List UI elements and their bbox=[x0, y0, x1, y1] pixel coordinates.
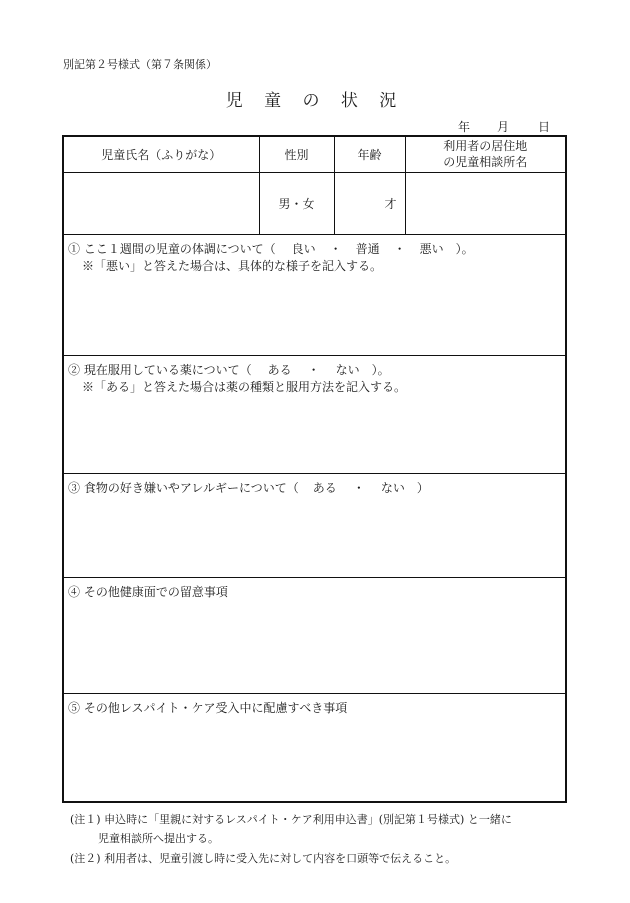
q2-close: ）。 bbox=[371, 363, 390, 377]
medication-question bbox=[68, 361, 390, 378]
q1-option-normal: 普通 bbox=[355, 242, 380, 256]
residence-label-line1: 利用者の居住地 bbox=[443, 139, 528, 154]
health-condition-section[interactable] bbox=[64, 234, 565, 355]
q1-sep2: ・ bbox=[393, 242, 406, 256]
page-title: 児 童 の 状 況 bbox=[225, 91, 405, 111]
health-notes-question: ④ その他健康面での留意事項 bbox=[68, 585, 228, 599]
footnote-2: (注２) 利用者は、児童引渡し時に受入先に対して内容を口頭等で伝えること。 bbox=[70, 852, 457, 865]
q3-option-yes: ある bbox=[312, 481, 337, 495]
q1-text: ① ここ１週間の児童の体調について（ bbox=[68, 242, 276, 256]
footnote-1-line1: (注１) 申込時に「里親に対するレスパイト・ケア利用申込書」(別記第１号様式) と一緒に bbox=[70, 813, 512, 826]
q3-text: ③ 食物の好き嫌いやアレルギーについて（ bbox=[68, 481, 299, 495]
medication-section[interactable] bbox=[64, 355, 565, 473]
form-number: 別記第２号様式（第７条関係） bbox=[63, 58, 217, 71]
q1-sep1: ・ bbox=[329, 242, 342, 256]
gender-label: 性別 bbox=[259, 137, 334, 172]
health-notes-section[interactable] bbox=[64, 577, 565, 693]
residence-label bbox=[405, 137, 565, 172]
q2-sep1: ・ bbox=[307, 363, 320, 377]
respite-care-notes-question: ⑤ その他レスパイト・ケア受入中に配慮すべき事項 bbox=[68, 701, 348, 715]
q2-text: ② 現在服用している薬について（ bbox=[68, 363, 252, 377]
health-condition-question bbox=[68, 240, 474, 257]
child-name-label: 児童氏名（ふりがな） bbox=[64, 137, 259, 172]
residence-label-line2: の児童相談所名 bbox=[443, 155, 528, 170]
q3-close: ） bbox=[416, 481, 429, 495]
q2-option-no: ない bbox=[335, 363, 360, 377]
q1-option-good: 良い bbox=[291, 242, 316, 256]
q1-option-bad: 悪い bbox=[419, 242, 444, 256]
food-allergy-question bbox=[68, 479, 429, 496]
q2-option-yes: ある bbox=[267, 363, 292, 377]
respite-care-notes-section[interactable] bbox=[64, 693, 565, 803]
residence-field[interactable] bbox=[405, 172, 565, 234]
medication-note: ※「ある」と答えた場合は薬の種類と服用方法を記入する。 bbox=[82, 380, 407, 394]
child-name-field[interactable] bbox=[64, 172, 259, 234]
age-field[interactable]: 才 bbox=[334, 172, 405, 234]
q3-sep1: ・ bbox=[352, 481, 365, 495]
form-frame bbox=[62, 135, 567, 803]
footnote-1-line2: 児童相談所へ提出する。 bbox=[98, 832, 219, 845]
food-allergy-section[interactable] bbox=[64, 473, 565, 577]
date-year-label: 年 bbox=[458, 120, 471, 134]
age-label: 年齢 bbox=[334, 137, 405, 172]
child-info-table bbox=[64, 137, 565, 235]
q1-close: ）。 bbox=[455, 242, 474, 256]
q3-option-no: ない bbox=[380, 481, 405, 495]
gender-field[interactable]: 男・女 bbox=[259, 172, 334, 234]
health-condition-note: ※「悪い」と答えた場合は、具体的な様子を記入する。 bbox=[82, 259, 383, 273]
date-month-label: 月 bbox=[497, 120, 510, 134]
date-day-label: 日 bbox=[538, 120, 551, 134]
